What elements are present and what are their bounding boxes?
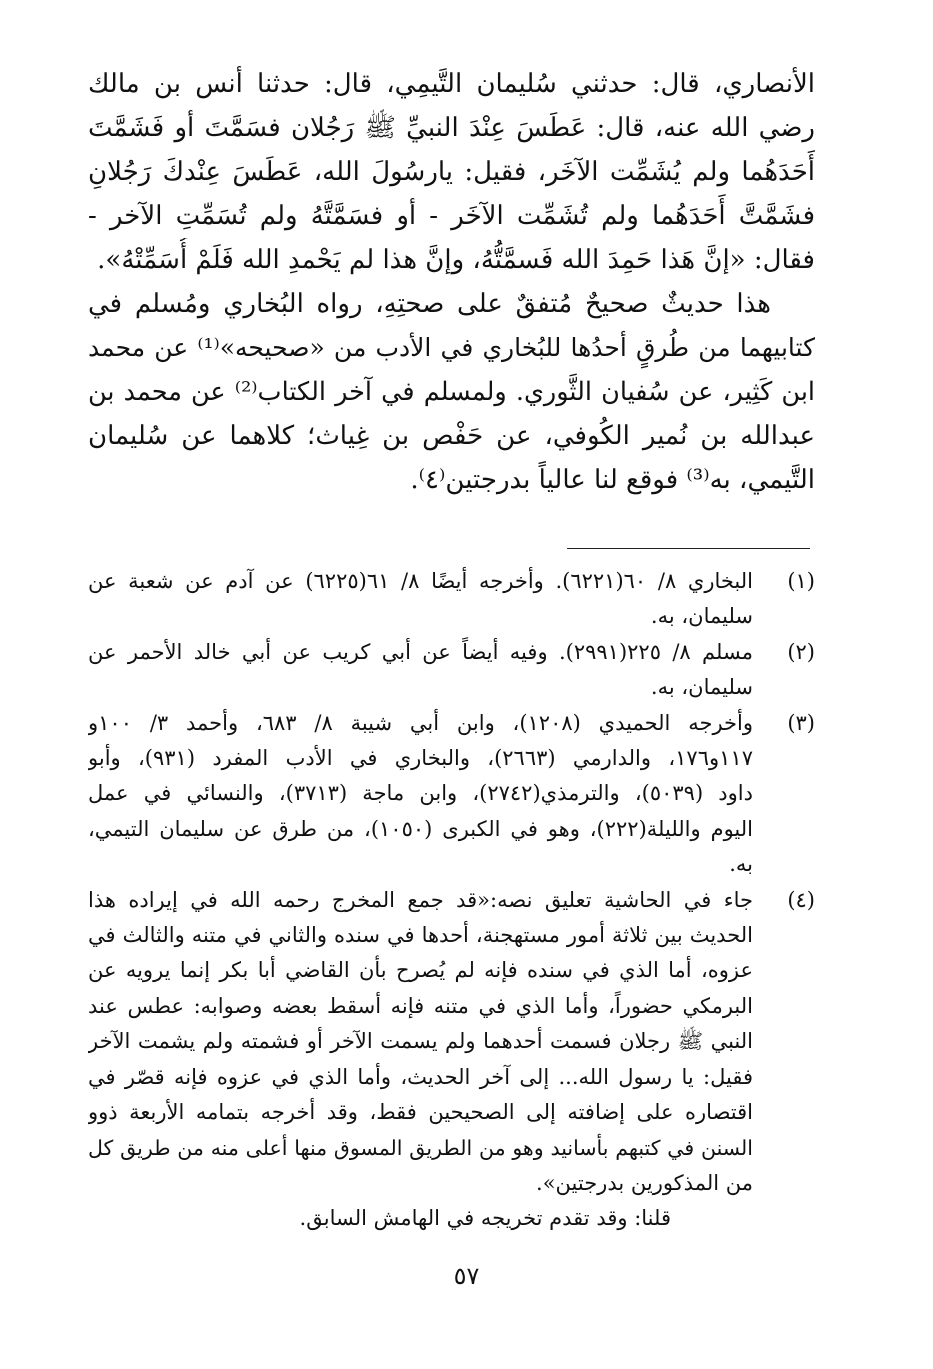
footnote-line: النبي ﷺ رجلان فسمت أحدهما ولم يسمت الآخر أو فشمته ولم يشمت الآخر (88, 1029, 753, 1054)
footnote-number: (٤) (787, 887, 815, 912)
footnote-line: جاء في الحاشية تعليق نصه:«قد جمع المخرج رحمه الله في إيراده هذا (88, 887, 753, 912)
footnote-line: البخاري ٨/ ٦٠(٦٢٢١). وأخرجه أيضًا ٨/ ٦١(٦٢٢٥) عن آدم عن شعبة عن (88, 569, 753, 593)
text-line: أَحَدَهُما ولم يُشَمِّت الآخَر، فقيل: يارسُولَ الله، عَطَسَ عِنْدكَ رَجُلانِ (88, 157, 815, 187)
footnote-number: (١) (787, 569, 815, 593)
footnote-line: السنن في كتبهم بأسانيد وهو من الطريق المسوق منها أعلى منه من طريق كل (88, 1135, 753, 1160)
footnote-line: من المذكورين بدرجتين». (536, 1170, 753, 1195)
footnote-line: اليوم والليلة(٢٢٢)، وهو في الكبرى (١٠٥٠)، من طرق عن سليمان التيمي، (88, 816, 753, 841)
text-line: رضي الله عنه، قال: عَطَسَ عِنْدَ النبيِّ ﷺ رَجُلان فسَمَّتَ أو فَشَمَّتَ (88, 113, 815, 143)
text-line: ابن كَثِير، عن سُفيان الثَّوري. ولمسلم في آخر الكتاب⁽²⁾ عن محمد بن (88, 377, 815, 407)
footnote-divider (567, 548, 810, 549)
text-line: فقال: «إنَّ هَذا حَمِدَ الله فَسمَّتُّهُ، وإنَّ هذا لم يَحْمدِ الله فَلَمْ أُسَمِّتْهُ». (97, 245, 815, 275)
footnote-line: مسلم ٨/ ٢٢٥(٢٩٩١). وفيه أيضاً عن أبي كريب عن أبي خالد الأحمر عن (88, 639, 753, 664)
text-line: هذا حديثٌ صحيحٌ مُتفقٌ على صحتِهِ، رواه البُخاري ومُسلم في (88, 289, 771, 319)
footnote-3 (88, 706, 815, 883)
footnotes (88, 564, 815, 1237)
footnote-line: سليمان، به. (650, 675, 753, 700)
footnote-2 (88, 635, 815, 706)
main-text (88, 62, 815, 502)
footnote-line: فقيل: يا رسول الله... إلى آخر الحديث، وأما الذي في عزوه فإنه قصّر في (88, 1064, 753, 1089)
text-line: الأنصاري، قال: حدثني سُليمان التَّيمِي، قال: حدثنا أنس بن مالك (88, 69, 815, 99)
footnote-line: عزوه، أما الذي في سنده فإنه لم يُصرح بأن القاضي أبا بكر إنما يرويه عن (88, 958, 753, 983)
footnote-line: اقتصاره على إضافته إلى الصحيحين فقط، وقد أخرجه بتمامه الأربعة ذوو (88, 1100, 753, 1125)
text-line: فشَمَّتَّ أَحَدَهُما ولم تُشَمِّت الآخَر - أو فسَمَّتَّهُ ولم تُسَمِّتِ الآخر - (88, 201, 815, 231)
footnote-line: سليمان، به. (650, 604, 753, 629)
footnote-line: به. (729, 852, 753, 877)
text-line: التَّيمي، به⁽³⁾ فوقع لنا عالياً بدرجتين⁽٤⁾. (410, 465, 815, 495)
footnote-line: ١١٧و١٧٦، والدارمي (٢٦٦٣)، والبخاري في الأدب المفرد (٩٣١)، وأبو (88, 746, 753, 771)
footnote-line: الحديث بين ثلاثة أمور مستهجنة، أحدها في سنده والثاني في متنه والثالث في (88, 923, 753, 948)
footnote-1 (88, 564, 815, 635)
text-line: عبدالله بن نُمير الكُوفي، عن حَفْص بن غِياث؛ كلاهما عن سُليمان (88, 421, 815, 451)
footnote-number: (٢) (787, 639, 815, 664)
footnote-editor-note: قلنا: وقد تقدم تخريجه في الهامش السابق. (299, 1206, 671, 1231)
footnote-line: داود (٥٠٣٩)، والترمذي(٢٧٤٢)، وابن ماجة (٣٧١٣)، والنسائي في عمل (88, 781, 753, 806)
footnote-number: (٣) (787, 710, 815, 735)
footnote-line: وأخرجه الحميدي (١٢٠٨)، وابن أبي شيبة ٨/ ٦٨٣، وأحمد ٣/ ١٠٠و (88, 710, 753, 735)
text-line: كتابيهما من طُرقٍ أحدُها للبُخاري في الأدب من «صحيحه»⁽¹⁾ عن محمد (88, 333, 815, 362)
footnote-line: البرمكي حضوراً، وأما الذي في متنه فإنه أسقط بعضه وصوابه: عطس عند (88, 993, 753, 1018)
page-number: ٥٧ (453, 1262, 480, 1290)
footnote-4 (88, 883, 815, 1237)
